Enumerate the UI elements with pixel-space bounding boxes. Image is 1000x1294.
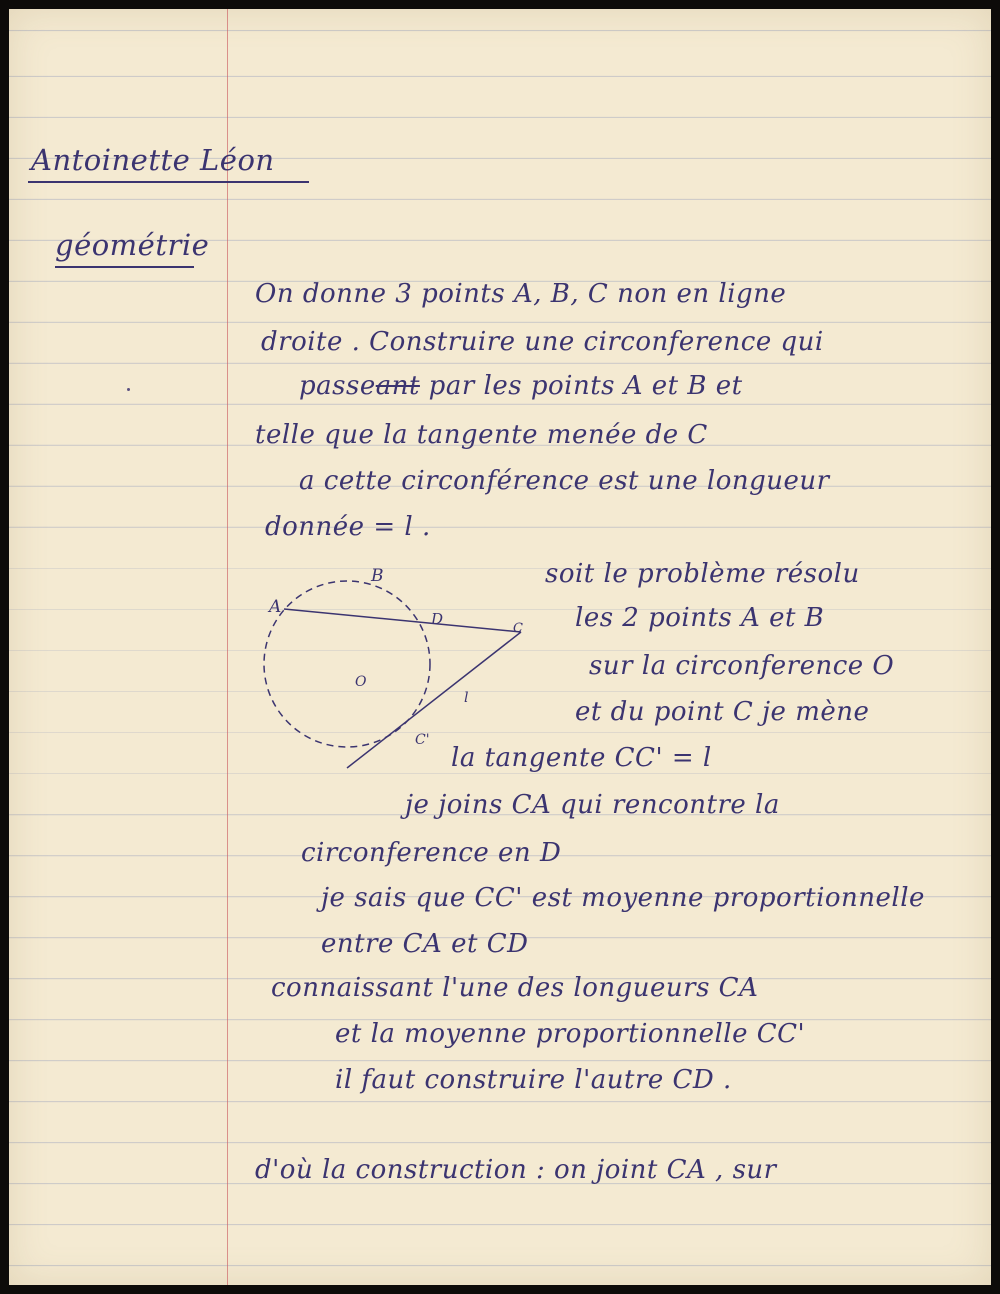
figure-label-c-prime: C' [415, 732, 430, 748]
student-name: Antoinette Léon [31, 143, 275, 177]
solution-line-6: je joins CA qui rencontre la [405, 790, 780, 820]
solution-line-10: connaissant l'une des longueurs CA [271, 973, 759, 1003]
solution-line-1: soit le problème résolu [545, 559, 860, 589]
struck-text: ant [375, 371, 420, 401]
subject-title: géométrie [55, 228, 210, 262]
problem-line-3 [299, 373, 743, 399]
problem-line-5: a cette circonférence est une longueur [299, 466, 830, 496]
problem-line-1: On donne 3 points A, B, C non en ligne [255, 279, 787, 309]
figure-label-o: O [355, 674, 367, 690]
solution-line-13: d'où la construction : on joint CA , sur [255, 1155, 777, 1185]
solution-line-9: entre CA et CD [321, 929, 529, 959]
figure-label-d: D [431, 610, 444, 628]
solution-line-4: et du point C je mène [575, 697, 870, 727]
margin-line [227, 9, 228, 1285]
solution-line-12: il faut construire l'autre CD . [335, 1065, 732, 1095]
name-underline [28, 181, 309, 183]
problem-line-2: droite . Construire une circonference qui [261, 327, 824, 357]
solution-line-11: et la moyenne proportionnelle CC' [335, 1019, 806, 1049]
solution-line-3: sur la circonference O [589, 651, 895, 681]
problem-line-3-end: par les points A et B et [419, 371, 743, 401]
problem-line-6: donnée = l . [265, 512, 431, 542]
secant-ca [284, 609, 521, 632]
notebook-page [9, 9, 991, 1285]
ink-dot [127, 388, 130, 391]
solution-line-7: circonference en D [301, 838, 562, 868]
subject-underline [55, 266, 194, 268]
figure-label-a: A [269, 597, 282, 617]
figure-label-b: B [371, 566, 384, 586]
solution-line-5: la tangente CC' = l [451, 743, 712, 773]
solution-line-8: je sais que CC' est moyenne proportionnelle [321, 883, 925, 913]
problem-line-3-start: passe [299, 371, 376, 401]
figure-label-l: l [464, 690, 469, 706]
figure-label-c: C [513, 621, 523, 636]
problem-line-4: telle que la tangente menée de C [255, 420, 708, 450]
solution-line-2: les 2 points A et B [575, 603, 825, 633]
